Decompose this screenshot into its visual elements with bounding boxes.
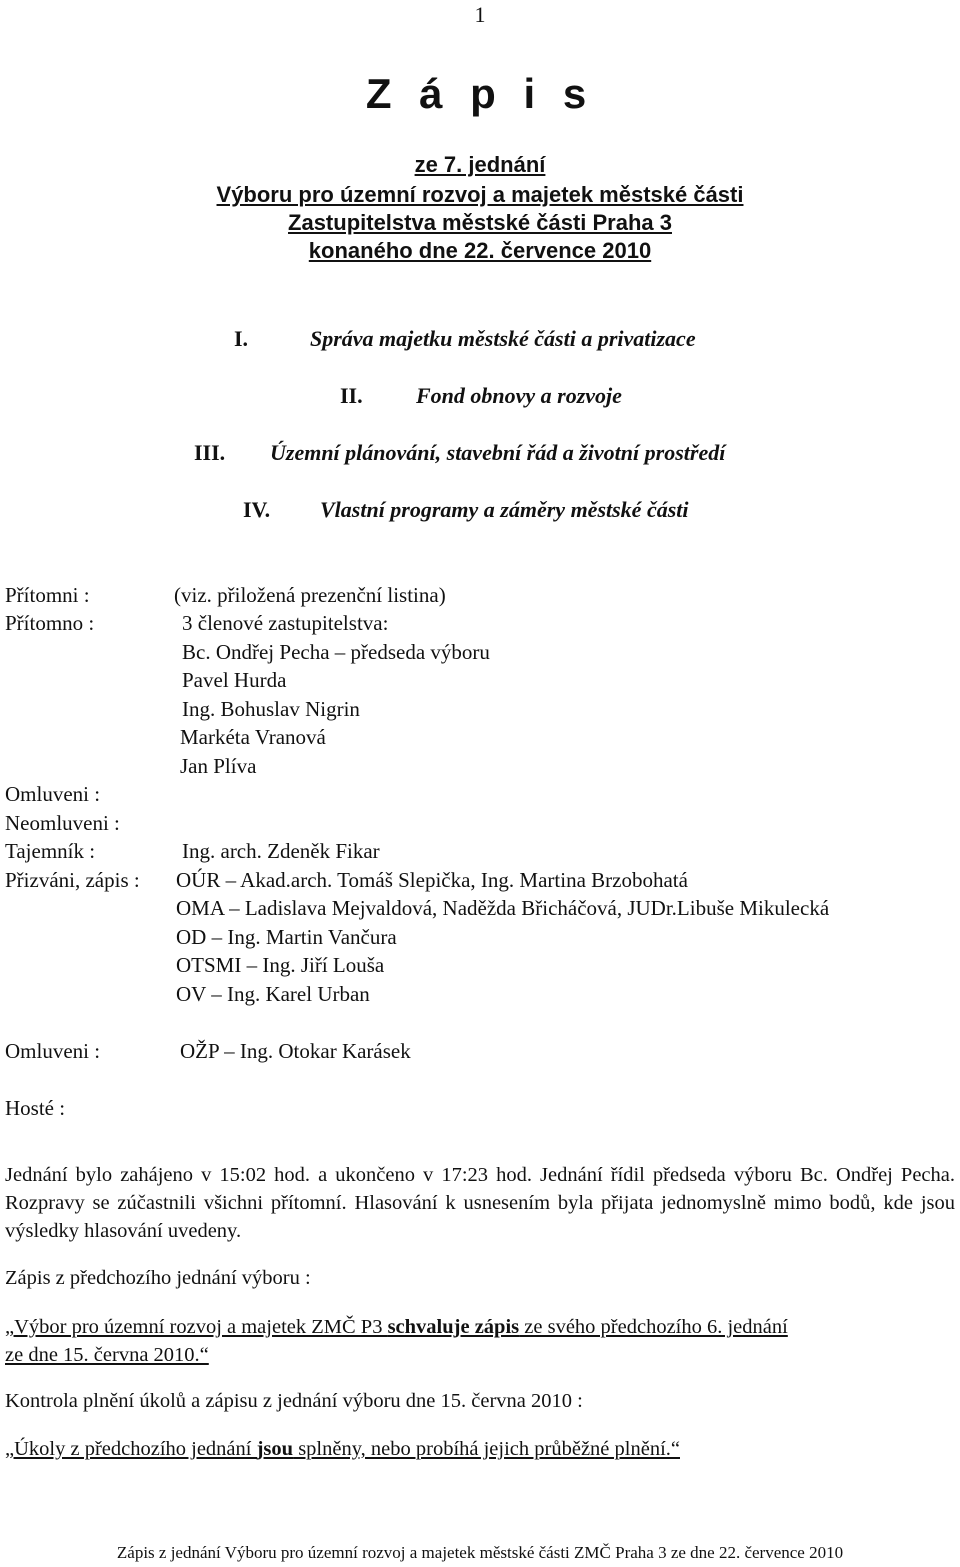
page-number: 1 [474,2,486,27]
resolution-text-c: ze svého předchozího 6. jednání [519,1316,788,1338]
prizvani-line: OV – Ing. Karel Urban [176,982,370,1006]
section-2-title: Fond obnovy a rozvoje [416,383,622,408]
pritomno-line: Pavel Hurda [182,668,287,692]
prizvani-line: OTSMI – Ing. Jiří Louša [176,953,385,977]
section-4-number: IV. [243,497,271,522]
resolution-line-2: ze dne 15. června 2010.“ [5,1344,209,1366]
tajemnik-label: Tajemník : [5,839,96,863]
page-footer: Zápis z jednání Výboru pro územní rozvoj a majetek městské části ZMČ Praha 3 ze dne 22. července 2010 [116,1543,844,1562]
omluveni-label-2: Omluveni : [5,1039,101,1063]
section-1-number: I. [234,326,249,351]
prizvani-label: Přizváni, zápis : [5,868,140,892]
pritomno-label: Přítomno : [5,611,95,635]
ukoly-line [5,1438,680,1461]
section-3-number: III. [194,440,226,465]
pritomno-line: Bc. Ondřej Pecha – předseda výboru [182,640,490,664]
resolution-line-1 [5,1316,788,1339]
section-3-title: Územní plánování, stavební řád a životní prostředí [270,440,726,465]
meeting-intro-paragraph: Jednání bylo zahájeno v 15:02 hod. a ukončeno v 17:23 hod. Jednání řídil předseda výboru Bc. Ondřej Pecha. Rozpravy se zúčastnili všichni přítomní. Hlasování k usnesením byla přijata jednomyslně mimo bodů, kde jsou výsledky hlasování uvedeny. [5,1164,955,1242]
resolution-text-bold: schvaluje zápis [387,1316,520,1338]
document-title: Z á p i s [365,70,595,117]
pritomno-line: Markéta Vranová [180,725,326,749]
pritomno-line: Ing. Bohuslav Nigrin [182,697,360,721]
section-2-number: II. [340,383,363,408]
subtitle-line-4: konaného dne 22. července 2010 [308,238,652,263]
subtitle-line-1: ze 7. jednání [414,152,546,177]
kontrola-heading: Kontrola plnění úkolů a zápisu z jednání výboru dne 15. června 2010 : [5,1390,583,1412]
zapis-heading: Zápis z předchozího jednání výboru : [5,1267,311,1289]
omluveni-value-2: OŽP – Ing. Otokar Karásek [180,1039,411,1063]
hoste-label: Hosté : [5,1096,66,1120]
pritomno-line: Jan Plíva [180,754,257,778]
omluveni-label: Omluveni : [5,782,101,806]
prizvani-line: OMA – Ladislava Mejvaldová, Naděžda Břicháčová, JUDr.Libuše Mikulecká [176,896,830,920]
subtitle-line-3: Zastupitelstva městské části Praha 3 [288,210,672,235]
subtitle-line-2: Výboru pro územní rozvoj a majetek městské části [216,182,744,207]
ukoly-text-c: splněny, nebo probíhá jejich průběžné plnění.“ [293,1438,680,1460]
pritomno-line: 3 členové zastupitelstva: [182,611,389,635]
resolution-text-a: „Výbor pro územní rozvoj a majetek ZMČ P3 [5,1316,388,1338]
ukoly-text-bold: jsou [256,1438,294,1460]
pritomni-value: (viz. přiložená prezenční listina) [174,583,446,607]
prizvani-line: OÚR – Akad.arch. Tomáš Slepička, Ing. Martina Brzobohatá [176,868,688,892]
pritomni-label: Přítomni : [5,583,90,607]
prizvani-line: OD – Ing. Martin Vančura [176,925,397,949]
section-1-title: Správa majetku městské části a privatizace [310,326,696,351]
neomluveni-label: Neomluveni : [5,811,120,835]
ukoly-text-a: „Úkoly z předchozího jednání [5,1438,257,1460]
section-4-title: Vlastní programy a záměry městské části [320,497,689,522]
tajemnik-value: Ing. arch. Zdeněk Fikar [182,839,380,863]
